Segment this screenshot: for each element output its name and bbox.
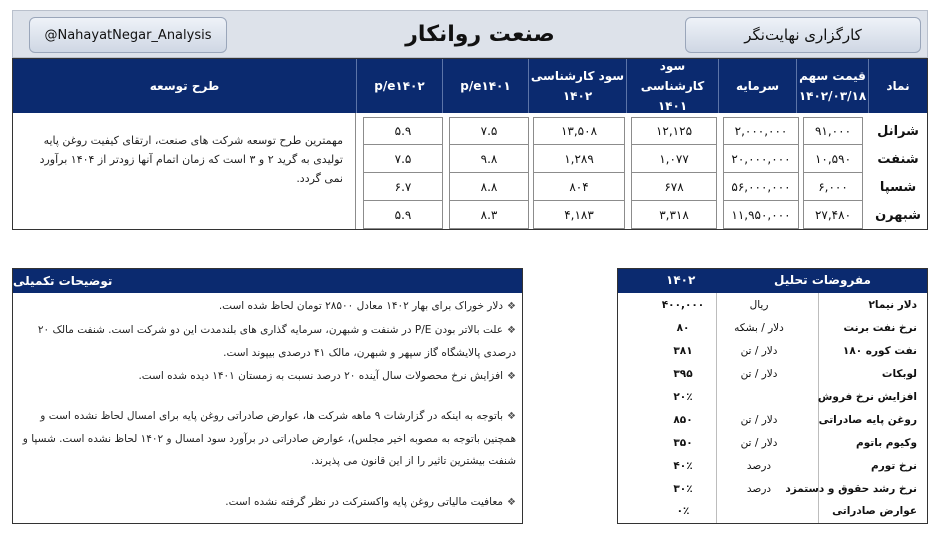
eps-1402-cell: ۴,۱۸۳	[533, 201, 625, 229]
assumption-row	[618, 409, 927, 432]
col-header-capital-label: سرمایه	[736, 79, 779, 93]
assumption-name: نفت کوره ۱۸۰	[842, 345, 917, 357]
assumption-unit: درصد	[746, 460, 772, 472]
assumption-unit: دلار / تن	[740, 368, 778, 380]
assumption-row	[618, 294, 927, 317]
note-item	[20, 405, 516, 472]
col-header-eps-1401-line1: سود کارشناسی	[640, 59, 705, 93]
price-cell: ۲۷,۴۸۰	[803, 201, 863, 229]
channel-handle-badge[interactable]: @NahayatNegar_Analysis	[29, 17, 227, 53]
assumption-value: ۳۵۰	[673, 437, 693, 449]
assumption-unit: دلار / تن	[740, 437, 778, 449]
assumption-name: نرخ رشد حقوق و دستمزد	[785, 483, 917, 495]
pe-1401-cell: ۷.۵	[449, 117, 529, 145]
pe-1402-cell: ۶.۷	[363, 173, 443, 201]
pe-1402-cell: ۵.۹	[363, 117, 443, 145]
assumptions-year: ۱۴۰۲	[666, 273, 696, 287]
ticker-cell: شبهرن	[875, 207, 921, 223]
assumption-row	[618, 386, 927, 409]
assumption-name: نرخ نفت برنت	[843, 322, 917, 334]
assumption-row	[618, 340, 927, 363]
eps-1402-cell: ۱۳,۵۰۸	[533, 117, 625, 145]
note-item	[20, 319, 516, 364]
assumption-value: ۸۰	[676, 322, 690, 334]
assumption-unit: ریال	[749, 299, 769, 311]
note-text: باتوجه به اینکه در گزارشات ۹ ماهه شرکت ها، عوارض صادراتی روغن پایه برای امسال لحاظ نشده است و همچنین باتوجه به مصوبه اخیر مجلس)، عوارض صادراتی در برآورد سود امسال و ۱۴۰۲ لحاظ نشده است. شسپا و شنفت بیشترین تاثیر را از این قانون می پذیرند.	[22, 410, 516, 467]
assumption-name: دلار نیما۲	[868, 299, 917, 311]
price-cell: ۶,۰۰۰	[803, 173, 863, 201]
note-text: علت بالاتر بودن P/E در شنفت و شبهرن، سرمایه گذاری های بلندمدت این دو شرکت است. شنفت مالک ۲۰ درصدی پالایشگاه گاز سپهر و شبهرن، مالک ۴۱ درصدی بیپوند است.	[37, 324, 516, 359]
pe-1401-cell: ۹.۸	[449, 145, 529, 173]
assumption-value: ۰٪	[676, 505, 690, 517]
assumption-value: ۳۸۱	[673, 345, 693, 357]
eps-1402-cell: ۸۰۴	[533, 173, 625, 201]
assumption-row	[618, 317, 927, 340]
capital-cell: ۲۰,۰۰۰,۰۰۰	[723, 145, 799, 173]
note-text: افزایش نرخ محصولات سال آینده ۲۰ درصد نسبت به زمستان ۱۴۰۱ دیده شده است.	[138, 370, 504, 382]
col-header-eps-1401-line2: ۱۴۰۱	[657, 99, 688, 113]
col-header-ticker	[869, 59, 927, 113]
pe-1401-cell: ۸.۸	[449, 173, 529, 201]
bullet-icon: ❖	[507, 325, 516, 336]
bullet-icon: ❖	[507, 411, 516, 422]
assumption-value: ۸۵۰	[673, 414, 693, 426]
pe-1402-cell: ۷.۵	[363, 145, 443, 173]
pe-1402-cell: ۵.۹	[363, 201, 443, 229]
col-header-ticker-label: نماد	[886, 79, 910, 93]
assumption-value: ۴۰٪	[673, 460, 693, 472]
assumption-value: ۳۹۵	[673, 368, 693, 380]
assumption-row	[618, 478, 927, 501]
col-header-plan-label: طرح توسعه	[149, 79, 220, 93]
assumption-row	[618, 455, 927, 478]
note-item	[20, 295, 516, 318]
price-cell: ۹۱,۰۰۰	[803, 117, 863, 145]
bullet-icon: ❖	[507, 371, 516, 382]
eps-1401-cell: ۱۲,۱۲۵	[631, 117, 717, 145]
assumption-row	[618, 363, 927, 386]
assumption-name: عوارض صادراتی	[832, 505, 917, 517]
col-header-plan	[13, 59, 357, 113]
development-plan-text: مهمترین طرح توسعه شرکت های صنعت، ارتقای کیفیت روغن پایه تولیدی به گرید ۲ و ۳ است که زمان اتمام آنها زودتر از ۱۴۰۴ برآورد نمی گردد.	[39, 134, 343, 185]
notes-panel	[12, 268, 523, 524]
assumption-value: ۴۰۰,۰۰۰	[661, 299, 705, 311]
capital-cell: ۵۶,۰۰۰,۰۰۰	[723, 173, 799, 201]
note-item	[20, 491, 516, 514]
ticker-cell: شرانل	[877, 123, 919, 139]
ticker-cell: شسپا	[879, 179, 917, 195]
capital-cell: ۱۱,۹۵۰,۰۰۰	[723, 201, 799, 229]
assumption-value: ۲۰٪	[673, 391, 693, 403]
assumption-value: ۳۰٪	[673, 483, 693, 495]
assumption-name: روغن پایه صادراتی	[818, 414, 917, 426]
col-header-pe-1402	[357, 59, 443, 113]
col-header-price	[797, 59, 869, 113]
bullet-icon: ❖	[507, 497, 516, 508]
assumption-unit: دلار / تن	[740, 345, 778, 357]
assumption-name: نرخ تورم	[871, 460, 917, 472]
assumptions-title: مفروضات تحلیل	[774, 273, 871, 287]
assumption-name: افزایش نرخ فروش	[817, 391, 917, 403]
col-header-eps-1402	[529, 59, 627, 113]
notes-body	[13, 293, 522, 523]
note-text: معافیت مالیاتی روغن پایه واکسترکت در نظر گرفته نشده است.	[225, 496, 504, 508]
capital-cell: ۲,۰۰۰,۰۰۰	[723, 117, 799, 145]
col-header-pe-1401-label: p/e۱۴۰۱	[460, 79, 511, 93]
assumptions-header	[618, 269, 927, 293]
assumption-unit: درصد	[746, 483, 772, 495]
industry-table	[12, 58, 928, 230]
assumption-name: لوبکات	[881, 368, 917, 380]
assumption-row	[618, 500, 927, 523]
ticker-cell: شنفت	[877, 151, 919, 167]
col-header-pe-1402-label: p/e۱۴۰۲	[374, 79, 425, 93]
eps-1401-cell: ۱,۰۷۷	[631, 145, 717, 173]
note-text: دلار خوراک برای بهار ۱۴۰۲ معادل ۲۸۵۰۰ تومان لحاظ شده است.	[218, 300, 504, 312]
assumption-unit: دلار / تن	[740, 414, 778, 426]
agency-badge[interactable]: کارگزاری نهایت‌نگر	[685, 17, 921, 53]
assumption-name: وکیوم باتوم	[856, 437, 917, 449]
eps-1401-cell: ۳,۳۱۸	[631, 201, 717, 229]
notes-title: توضیحات تکمیلی	[13, 269, 522, 293]
assumption-row	[618, 432, 927, 455]
bullet-icon: ❖	[507, 301, 516, 312]
page-title: صنعت روانکار	[405, 21, 555, 47]
assumption-unit: دلار / بشکه	[734, 322, 784, 334]
col-header-price-label: قیمت سهم	[799, 69, 866, 83]
assumptions-panel	[617, 268, 928, 524]
col-header-price-date: ۱۴۰۲/۰۳/۱۸	[798, 89, 867, 103]
col-header-capital	[719, 59, 797, 113]
col-header-eps-1402-line1: سود کارشناسی	[530, 69, 625, 83]
development-plan-cell	[13, 113, 356, 229]
col-header-pe-1401	[443, 59, 529, 113]
price-cell: ۱۰,۵۹۰	[803, 145, 863, 173]
report-header	[12, 10, 928, 58]
pe-1401-cell: ۸.۳	[449, 201, 529, 229]
eps-1402-cell: ۱,۲۸۹	[533, 145, 625, 173]
col-header-eps-1401	[627, 59, 719, 113]
note-item	[20, 365, 516, 388]
col-header-eps-1402-line2: ۱۴۰۲	[562, 89, 593, 103]
eps-1401-cell: ۶۷۸	[631, 173, 717, 201]
